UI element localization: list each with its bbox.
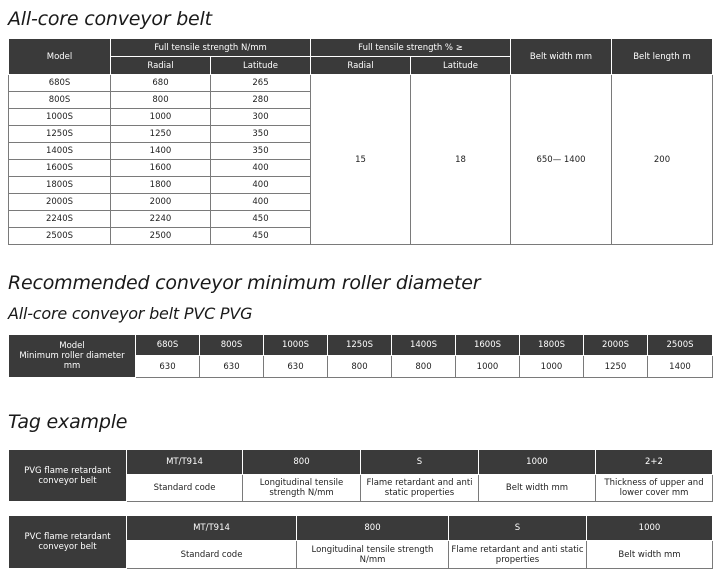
radial-cell: 1800 [111,177,211,194]
model-cell: 2240S [9,211,111,228]
model-cell: 800S [9,92,111,109]
table-row [9,75,713,92]
tag-meaning: Standard code [127,475,243,502]
tag-example-pvc [8,515,713,569]
belt-length-cell: 200 [612,75,713,245]
header-pct-latitude: Latitude [411,57,511,75]
model-header: 1800S [520,335,584,356]
radial-cell: 2240 [111,211,211,228]
model-header: 2000S [584,335,648,356]
tag-meaning: Longitudinal tensile strength N/mm [297,541,449,569]
tag-code: 1000 [587,516,713,541]
latitude-cell: 400 [211,194,311,211]
model-header: 680S [136,335,200,356]
header-pct-radial: Radial [311,57,411,75]
latitude-cell: 450 [211,211,311,228]
section2-title: Recommended conveyor minimum roller diameter [8,272,481,294]
diameter-cell: 630 [200,356,264,378]
tag-meaning: Standard code [127,541,297,569]
diameter-cell: 800 [392,356,456,378]
pct-latitude-cell: 18 [411,75,511,245]
section1-title: All-core conveyor belt [8,8,212,30]
model-header: 800S [200,335,264,356]
row-label [9,335,136,378]
radial-cell: 1000 [111,109,211,126]
row-label-diameter: Minimum roller diameter mm [19,351,125,371]
tag-label: PVG flame retardant conveyor belt [9,450,127,502]
diameter-cell: 630 [264,356,328,378]
model-header: 1600S [456,335,520,356]
radial-cell: 1600 [111,160,211,177]
latitude-cell: 350 [211,143,311,160]
diameter-cell: 630 [136,356,200,378]
tag-code: 1000 [479,450,596,475]
section2-subtitle: All-core conveyor belt PVC PVG [8,304,253,323]
tag-meaning: Thickness of upper and lower cover mm [596,475,713,502]
tag-code: S [449,516,587,541]
model-cell: 2000S [9,194,111,211]
radial-cell: 2500 [111,228,211,245]
header-belt-width: Belt width mm [511,39,612,75]
model-header: 1000S [264,335,328,356]
tag-code: MT/T914 [127,516,297,541]
latitude-cell: 400 [211,160,311,177]
latitude-cell: 450 [211,228,311,245]
diameter-cell: 1250 [584,356,648,378]
model-cell: 1600S [9,160,111,177]
tag-label: PVC flame retardant conveyor belt [9,516,127,569]
header-latitude: Latitude [211,57,311,75]
model-cell: 2500S [9,228,111,245]
latitude-cell: 280 [211,92,311,109]
latitude-cell: 265 [211,75,311,92]
tag-meaning: Flame retardant and anti static properties [361,475,479,502]
min-roller-diameter-table [8,334,713,378]
diameter-cell: 800 [328,356,392,378]
radial-cell: 680 [111,75,211,92]
belt-width-cell: 650— 1400 [511,75,612,245]
radial-cell: 800 [111,92,211,109]
header-belt-length: Belt length m [612,39,713,75]
header-full-tensile: Full tensile strength N/mm [111,39,311,57]
diameter-cell: 1400 [648,356,713,378]
model-cell: 1400S [9,143,111,160]
tag-code: 800 [243,450,361,475]
diameter-cell: 1000 [520,356,584,378]
tag-meaning: Flame retardant and anti static properties [449,541,587,569]
header-full-tensile-pct: Full tensile strength % ≥ [311,39,511,57]
model-cell: 1000S [9,109,111,126]
radial-cell: 1400 [111,143,211,160]
row-label-model: Model [59,341,85,351]
radial-cell: 2000 [111,194,211,211]
pct-radial-cell: 15 [311,75,411,245]
model-header: 2500S [648,335,713,356]
tag-meaning: Longitudinal tensile strength N/mm [243,475,361,502]
tag-meaning: Belt width mm [479,475,596,502]
tag-code: MT/T914 [127,450,243,475]
section3-title: Tag example [8,411,128,433]
radial-cell: 1250 [111,126,211,143]
model-header: 1400S [392,335,456,356]
tag-code: 800 [297,516,449,541]
tag-example-pvg [8,449,713,502]
all-core-belt-table [8,38,713,245]
header-model: Model [9,39,111,75]
latitude-cell: 350 [211,126,311,143]
latitude-cell: 400 [211,177,311,194]
tag-code: 2+2 [596,450,713,475]
model-cell: 1800S [9,177,111,194]
diameter-cell: 1000 [456,356,520,378]
latitude-cell: 300 [211,109,311,126]
model-cell: 1250S [9,126,111,143]
model-header: 1250S [328,335,392,356]
tag-code: S [361,450,479,475]
model-cell: 680S [9,75,111,92]
tag-meaning: Belt width mm [587,541,713,569]
header-radial: Radial [111,57,211,75]
